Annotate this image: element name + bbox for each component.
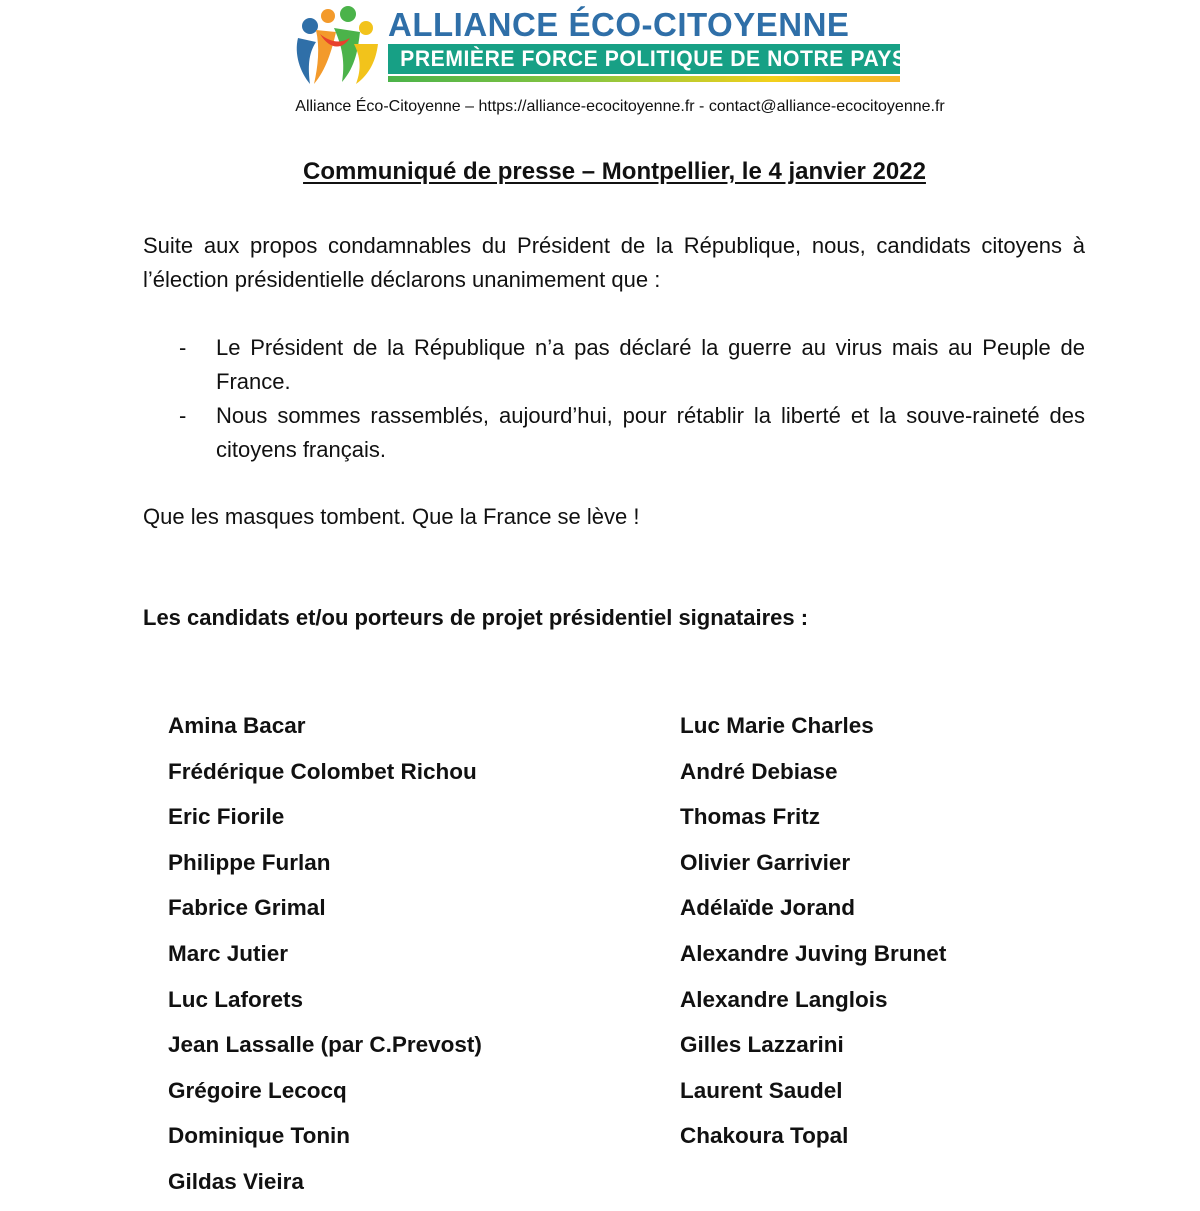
logo — [290, 4, 910, 88]
contact-line: Alliance Éco-Citoyenne – https://alliance-ecocitoyenne.fr - contact@alliance-ecocitoyenne.fr — [295, 98, 945, 115]
signatories-left-column — [168, 709, 482, 1211]
signatory-name: Laurent Saudel — [680, 1077, 843, 1103]
list-item — [143, 331, 1085, 399]
signatory-name: Luc Laforets — [168, 986, 304, 1012]
list-item — [143, 399, 1085, 467]
signatory-name: Olivier Garrivier — [680, 849, 851, 875]
press-release-title: Communiqué de presse – Montpellier, le 4 janvier 2022 — [303, 158, 926, 185]
declaration-list — [143, 331, 1085, 467]
signatories-heading: Les candidats et/ou porteurs de projet présidentiel signataires : — [143, 605, 809, 630]
signatory-name: Marc Jutier — [168, 940, 289, 966]
people-figures-icon — [290, 4, 382, 88]
list-item-text: Nous sommes rassemblés, aujourd’hui, pour rétablir la liberté et la souve-raineté des citoyens français. — [216, 403, 1085, 462]
signatory-name: Gildas Vieira — [168, 1168, 304, 1194]
list-item-text: Le Président de la République n’a pas déclaré la guerre au virus mais au Peuple de France. — [216, 335, 1085, 394]
signatory-name: Alexandre Langlois — [680, 986, 888, 1012]
signatory-name: Frédérique Colombet Richou — [168, 758, 477, 784]
signatories-right-column — [680, 709, 946, 1165]
list-dash: - — [179, 335, 187, 360]
signatory-name: Luc Marie Charles — [680, 713, 874, 738]
signatory-name: Gilles Lazzarini — [680, 1032, 844, 1058]
signatory-name: Dominique Tonin — [168, 1123, 351, 1149]
signatory-name: Fabrice Grimal — [168, 895, 326, 921]
signatory-name: Thomas Fritz — [680, 804, 821, 830]
signatory-name: Philippe Furlan — [168, 849, 331, 875]
signatory-name: Adélaïde Jorand — [680, 895, 856, 921]
list-dash: - — [179, 403, 187, 428]
org-name: ALLIANCE ÉCO-CITOYENNE — [388, 6, 850, 43]
signatory-name: Grégoire Lecocq — [168, 1077, 347, 1103]
signatory-name: Eric Fiorile — [168, 804, 285, 830]
org-slogan: PREMIÈRE FORCE POLITIQUE DE NOTRE PAYS — [400, 46, 907, 71]
logo-color-stripe — [388, 76, 900, 82]
signatory-name: Jean Lassalle (par C.Prevost) — [168, 1032, 482, 1058]
signatory-name: André Debiase — [680, 758, 838, 784]
signatory-name: Amina Bacar — [168, 713, 306, 738]
signatory-name: Chakoura Topal — [680, 1123, 849, 1149]
closing-statement: Que les masques tombent. Que la France se lève ! — [143, 504, 640, 529]
signatory-name: Alexandre Juving Brunet — [680, 940, 947, 966]
intro-paragraph: Suite aux propos condamnables du Président de la République, nous, candidats citoyens à l’élection présidentielle déclarons unanimement que : — [143, 233, 1085, 292]
